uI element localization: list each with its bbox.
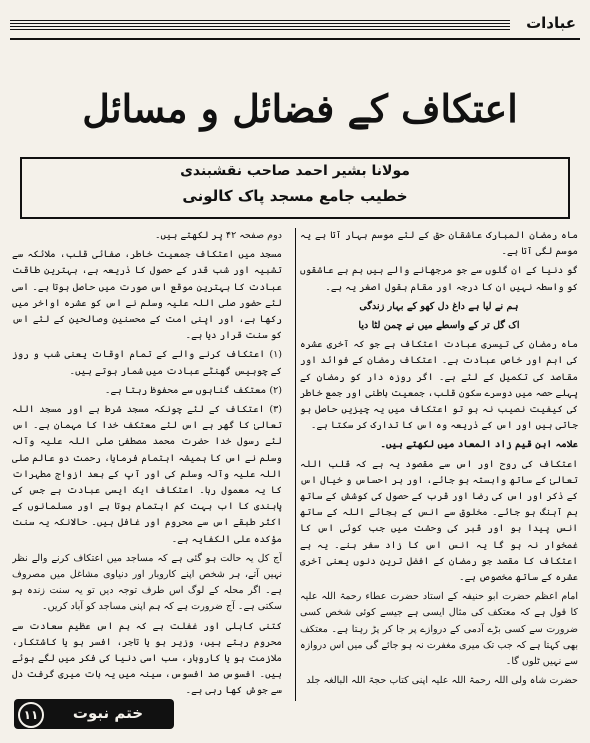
right-column-para: ماہ رمضان کی تیسری عبادت اعتکاف ہے جو کہ آخری عشرہ کی اہم اور خاص عبادت ہے۔ اعتکاف رمضان کے فوائد اور مقاصد کی تکمیل کے لئے ہے۔ اگر روزہ دار کو رمضان کے پہلے حصہ میں دوسرے سکون قلب، جمعیت باطنی اور جمع خاطر کی کیفیت نصیب نہ ہو تو اعتکاف میں یہ چیزیں حاصل ہو جاتی ہیں اور اس کے ذریعہ وہ اس کا تدارک کر سکتا ہے۔ xyxy=(300,339,578,432)
left-column-para: دوم صفحہ ۴۲ پر لکھتے ہیں۔ xyxy=(154,230,282,241)
left-column-para: (۱) اعتکاف کرنے والے کے تمام اوقات یعنی شب و روز کے چوبیس گھنٹے عبادت میں شمار ہوتے ہیں۔ xyxy=(12,349,282,377)
author-name: مولانا بشیر احمد صاحب نقشبندی xyxy=(180,163,410,179)
right-column-para: ماہ رمضان المبارک عاشقان حق کے لئے موسم بہار آتا ہے یہ موسم لگی آتا ہے۔ xyxy=(300,230,578,258)
right-column-para: حضرت شاہ ولی اللہ رحمۃ اللہ علیہ اپنی کتاب حجۃ اللہ البالغہ جلد xyxy=(306,675,578,687)
section-label: عبادات xyxy=(526,14,576,32)
right-column-para: اعتکاف کی روح اور اس سے مقصود یہ ہے کہ قلب اللہ تعالیٰ کے ساتھ وابستہ ہو جائے، اور ہر احساس و خیال اس کے ذکر اور اس کی رضا اور قرب کے حصول کی کوشش کے ساتھ ہم آہنگ ہو جائے۔ مخلوق سے انس کے بجائے اللہ کے ساتھ انس پیدا ہو اور قبر کی وحشت میں جب کوئی اس کا غمخوار نہ ہو گا یہ انس اس کا زاد سفر بنے۔ یہ ہے اعتکاف کا مقصد جو رمضان کے افضل ترین دنوں یعنی آخری عشرہ کے ساتھ مخصوص ہے۔ xyxy=(300,458,578,584)
article-title: اعتکاف کے فضائل و مسائل xyxy=(82,86,518,131)
right-column-para: امام اعظم حضرت ابو حنیفہ کے استاد حضرت عطاء رحمۃ اللہ علیہ کا قول ہے کہ معتکف کی مثال ایسی ہے جیسے کوئی شخص کسی ضرورت سے کسی بڑے آدمی کے دروازے پر جا کر پڑ رہتا ہے۔ معتکف بھی کہتا ہے کہ جب تک میری مغفرت نہ ہو جائے گی میں اس دروازہ سے نہیں ٹلوں گا۔ xyxy=(300,591,578,668)
author-affiliation: خطیب جامع مسجد پاک کالونی xyxy=(182,187,408,205)
column-divider xyxy=(295,228,296,701)
right-column xyxy=(300,228,578,701)
right-column-heading: علامہ ابن قیم زاد المعاد میں لکھتے ہیں۔ xyxy=(380,439,578,451)
left-column-para: مسجد میں اعتکاف جمعیت خاطر، صفائی قلب، ملائکہ سے تشبیہ اور شب قدر کے حصول کا ذریعہ ہے، بہترین طاقت عبادت کا بہترین موقع اس صورت میں حاصل ہوتا ہے۔ اسی لئے حضور صلی اللہ علیہ وسلم نے اس کو عشرہ اواخر میں رکھا ہے، اور اپنی امت کے محسنین وصالحین کے لئے اس کو سنت قرار دیا ہے۔ xyxy=(12,249,282,342)
right-column-poem: اک گل تر کے واسطے میں نے چمن لٹا دیا xyxy=(358,320,520,332)
section-header xyxy=(10,12,580,40)
right-column-para: گو دنیا کے ان گلوں سے جو مرجھانے والے ہیں ہم بے عاشقوں کو واسطہ نہیں ان کا درجہ اور مقام بقول اصغر یہ ہے۔ xyxy=(300,265,578,293)
left-column xyxy=(12,228,282,701)
left-column-para: آج کل یہ حالت ہو گئی ہے کہ مساجد میں اعتکاف کرنے والے نظر نہیں آتے، ہر شخص اپنے کاروبار اور دنیاوی مشاغل میں مصروف ہے۔ اگر محلہ کے لوگ اس طرف توجہ دیں تو یہ سنت زندہ ہو سکتی ہے۔ آج ضرورت ہے کہ ہم اپنی مساجد کو آباد کریں۔ xyxy=(12,552,282,613)
left-column-para: (۳) اعتکاف کے لئے چونکہ مسجد شرط ہے اور مسجد اللہ تعالیٰ کا گھر ہے اس لئے معتکف خدا کا مہمان ہے۔ اس لئے رسول خدا حضرت محمد مصطفیٰ صلی اللہ علیہ وآلہ وسلم نے اس کا ہمیشہ اہتمام فرمایا، رحمت دو عالم صلی اللہ علیہ وآلہ وسلم کی اور آپ کے بعد ازواج مطہرات کا یہ معمول رہا۔ اعتکاف ایک ایسی عبادت ہے جس کی پابندی کا اب بہت کم اہتمام ہوتا ہے اور مسلمانوں کے اکثر طبقے اس سے محروم اور غافل ہیں۔ حالانکہ یہ سنت مؤکدہ علی الکفایہ ہے۔ xyxy=(12,404,282,545)
left-column-para: کتنی کاہلی اور غفلت ہے کہ ہم اس عظیم سعادت سے محروم رہتے ہیں، وزیر ہو یا تاجر، افسر ہو یا کاشتکار، ملازمت ہو یا کاروبار، سب اسی دنیا کی فکر میں لگے ہوئے ہیں۔ افسوس صد افسوس، سینہ میں یہ بات میری گرفت دل سے جوش کھا رہی ہے۔ xyxy=(12,620,282,697)
right-column-poem: ہم نے لیا ہے داغ دل کھو کے بہار زندگی xyxy=(359,300,519,312)
header-rule xyxy=(10,20,510,30)
footer-badge xyxy=(14,699,174,729)
magazine-name: ختم نبوت xyxy=(72,704,144,722)
left-column-para: (۲) معتکف گناہوں سے محفوظ رہتا ہے۔ xyxy=(104,384,282,396)
byline-box xyxy=(20,157,570,219)
page-number: ۱۱ xyxy=(18,702,44,728)
